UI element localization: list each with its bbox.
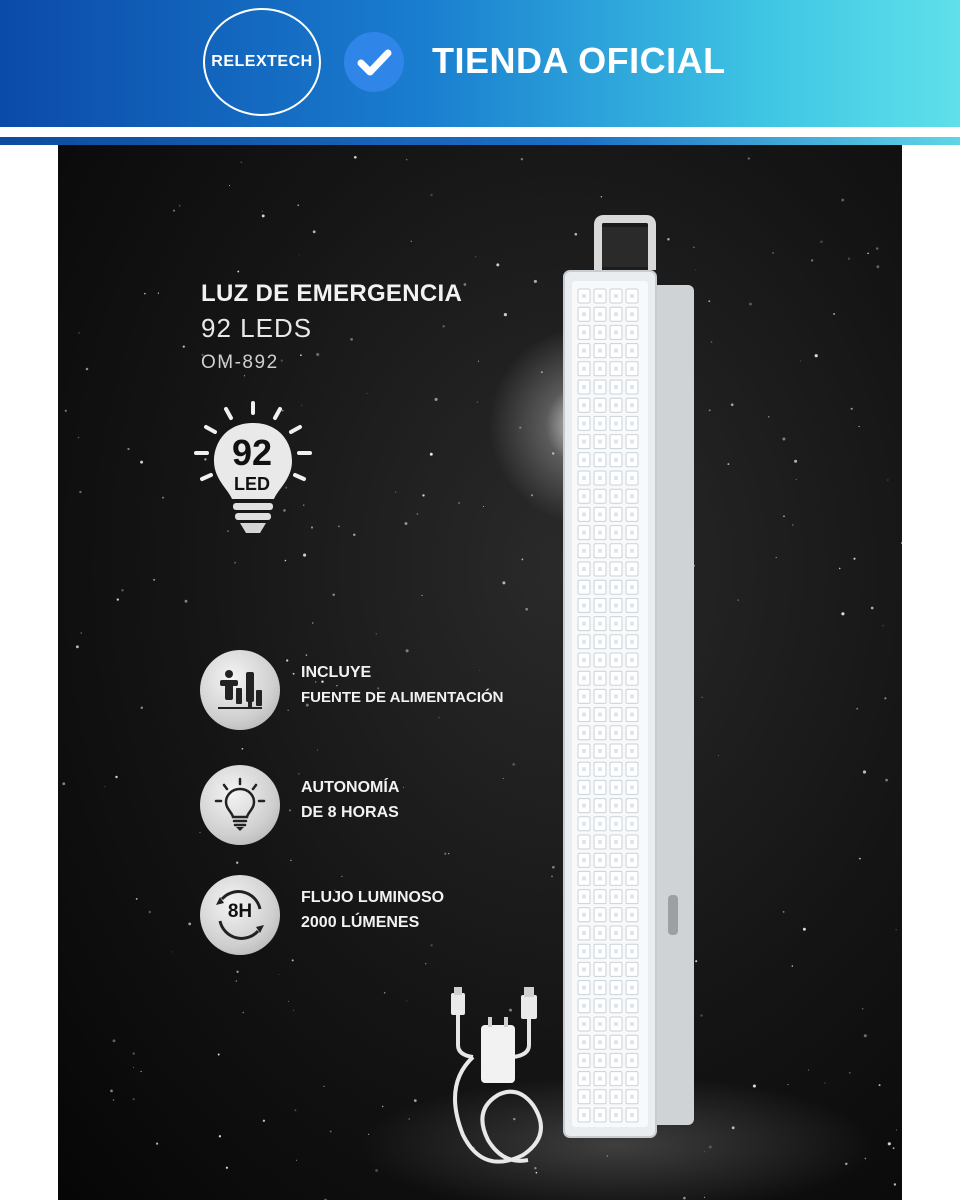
product-title: LUZ DE EMERGENCIA [201,280,463,307]
product-model: OM-892 [201,352,279,373]
store-title: TIENDA OFICIAL [432,40,726,81]
feature-power-supply-line2: FUENTE DE ALIMENTACIÓN [301,689,504,706]
charger-icon [200,650,280,730]
emergency-lamp [558,215,708,1175]
feature-power-supply [301,660,504,710]
banner-accent-stripe [0,137,960,145]
power-switch [668,895,678,935]
logo-text: RELEXTECH [211,53,313,70]
led-unit: LED [234,474,270,494]
banner-divider [0,127,960,137]
feature-luminous-flux [301,885,444,935]
feature-autonomy-line1: AUTONOMÍA [301,779,400,796]
feature-luminous-flux-line2: 2000 LÚMENES [301,914,420,931]
feature-autonomy-line2: DE 8 HORAS [301,804,399,821]
verified-check-icon [342,30,406,94]
relextech-logo [203,8,321,116]
product-image [58,145,902,1200]
feature-luminous-flux-line1: FLUJO LUMINOSO [301,889,445,906]
product-subtitle: 92 LEDS [201,313,313,343]
charger-cable [443,985,563,1185]
led-count: 92 [231,432,273,473]
8h-cycle-icon [200,875,280,955]
store-banner [0,0,960,127]
8h-badge: 8H [227,901,253,922]
bulb-outline-icon [200,765,280,845]
feature-autonomy [301,775,399,825]
feature-power-supply-line1: INCLUYE [301,664,372,681]
